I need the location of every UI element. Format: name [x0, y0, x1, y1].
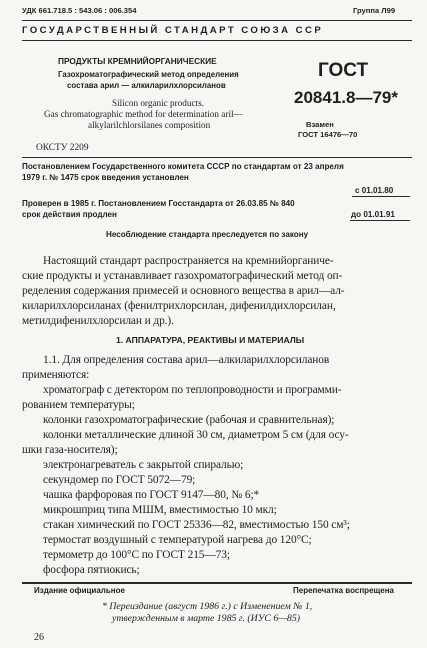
intro-line: ределения содержания примесей и основного вещества в арил—ал- [22, 285, 345, 297]
section-line: хроматограф с детектором по теплопроводности и программи- [43, 384, 342, 396]
section-line: фосфора пятиокись; [43, 564, 140, 576]
udk-code: УДК 661.718.5 : 543.06 : 006.354 [22, 6, 137, 15]
english-title-line2: Gas chromatographic method for determination aril— [44, 109, 243, 119]
document-subtitle-line1: Газохроматографический метод определения [58, 70, 239, 79]
top-rule [22, 20, 412, 21]
section-line: рованием температуры; [22, 399, 135, 411]
section-line: колонки газохроматографические (рабочая и сравнительная); [43, 414, 335, 426]
document-subtitle-line2: состава арил — алкиларилхлорсиланов [67, 81, 226, 90]
group-code: Группа Л99 [353, 6, 396, 15]
decree-line4: срок действия продлен [22, 210, 117, 219]
decree-date2: до 01.01.91 [351, 210, 395, 219]
date1-underline [352, 196, 410, 197]
title-rule [22, 157, 412, 158]
official-edition: Издание официальное [34, 586, 125, 595]
intro-line: киларилхлорсиланах (фенилтрихлорсилан, дифенилдихлорсилан, [22, 300, 336, 312]
decree-date1: с 01.01.80 [355, 186, 394, 195]
section-line: термометр до 100°С по ГОСТ 215—73; [43, 549, 230, 561]
banner-rule [22, 40, 412, 41]
replaces-label: Взамен [306, 120, 334, 129]
section-line: колонки металлические длиной 30 см, диаметром 5 см (для осу- [43, 429, 349, 441]
decree-line1: Постановлением Государственного комитета СССР по стандартам от 23 апреля [22, 162, 344, 171]
section-line: шки газа-носителя); [22, 444, 118, 456]
section-title: 1. АППАРАТУРА, РЕАКТИВЫ И МАТЕРИАЛЫ [116, 335, 305, 345]
date2-underline [350, 220, 410, 221]
footer-rule [22, 582, 412, 584]
prosecution-note: Несоблюдение стандарта преследуется по закону [106, 230, 309, 239]
intro-line: ские продукты и устанавливает газохроматографический метод оп- [22, 270, 343, 282]
replaces-value: ГОСТ 16476—70 [298, 130, 358, 139]
okstu-code: ОКСТУ 2209 [36, 143, 89, 153]
decree-line2: 1979 г. № 1475 срок введения установлен [22, 173, 189, 182]
section-line: секундомер по ГОСТ 5072—79; [43, 474, 196, 486]
section-line: чашка фарфоровая по ГОСТ 9147—80, № 6;* [43, 489, 260, 501]
document-title: ПРОДУКТЫ КРЕМНИЙОРГАНИЧЕСКИЕ [58, 56, 217, 66]
section-line: применяются: [22, 369, 90, 381]
reissue-note-line1: * Переиздание (август 1986 г.) с Изменением № 1, [102, 601, 313, 612]
reprint-prohibited: Перепечатка воспрещена [293, 586, 394, 595]
intro-line: метилдифенилхлорсилан и др.). [22, 315, 174, 327]
standard-banner: ГОСУДАРСТВЕННЫЙ СТАНДАРТ СОЮЗА ССР [22, 25, 324, 36]
reissue-note-line2: утвержденным в марте 1985 г. (ИУС 6—85) [112, 613, 300, 624]
section-line: 1.1. Для определения состава арил—алкиларилхлорсиланов [43, 354, 330, 366]
intro-line: Настоящий стандарт распространяется на кремнийорганиче- [43, 255, 334, 267]
gost-number: 20841.8—79* [294, 88, 398, 107]
page-number: 26 [34, 632, 44, 643]
section-line: стакан химический по ГОСТ 25336—82, вместимостью 150 см³; [43, 519, 350, 531]
english-title-line3: alkylarilchlorsilanes composition [88, 120, 211, 130]
section-line: микрошприц типа МШМ, вместимостью 10 мкл; [43, 504, 277, 516]
section-line: термостат воздушный с температурой нагрева до 120°С; [43, 534, 312, 546]
gost-label: ГОСТ [318, 60, 369, 81]
section-line: электронагреватель с закрытой спиралью; [43, 459, 244, 471]
english-title-line1: Silicon organic products. [112, 98, 204, 108]
decree-line3: Проверен в 1985 г. Постановлением Госстандарта от 26.03.85 № 840 [22, 199, 295, 208]
